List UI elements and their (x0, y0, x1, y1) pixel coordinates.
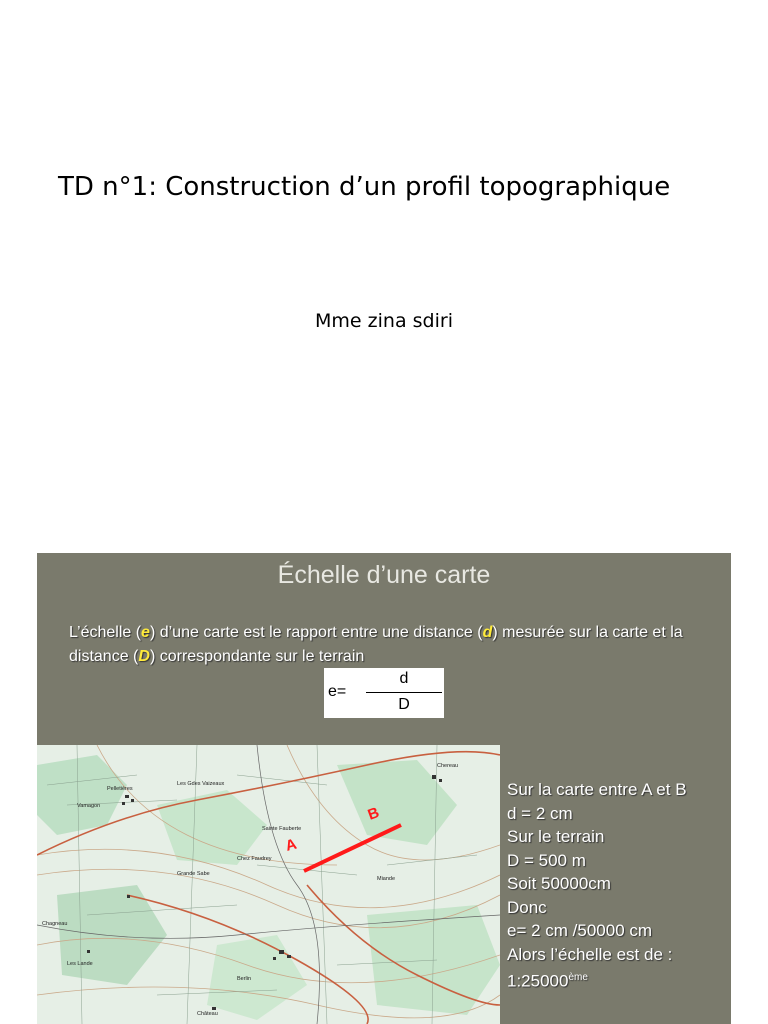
scale-result (507, 966, 727, 993)
def-part-2: ) d’une carte est le rapport entre une distance ( (149, 624, 483, 641)
def-part-3: ) mesurée sur la carte et la distance ( (69, 624, 683, 665)
place-label: Grande Sabe (177, 871, 210, 877)
place-label: Miande (377, 876, 396, 882)
formula-denominator: D (398, 696, 410, 713)
document-title: TD n°1: Construction d’un profil topographique (58, 172, 671, 202)
scale-formula (324, 668, 444, 718)
highlight-D: D (138, 648, 150, 665)
scale-explanation (507, 778, 727, 993)
def-part-4: ) correspondante sur le terrain (149, 648, 365, 665)
explanation-line: Sur la carte entre A et B (507, 780, 687, 799)
scale-slide-image (37, 553, 731, 1024)
slide-title: Échelle d’une carte (277, 561, 491, 589)
formula-lhs: e= (328, 683, 347, 700)
place-label: Chereau (437, 763, 459, 769)
scale-definition (69, 621, 719, 669)
def-part-1: L’échelle ( (69, 624, 142, 641)
place-label: Les Gdes Vaizeaux (177, 781, 225, 787)
place-label: Sainte Fauberte (262, 826, 302, 832)
explanation-line: Donc (507, 897, 547, 917)
place-label: Berlin (237, 976, 252, 982)
fraction-bar (366, 692, 442, 693)
author-name: Mme zina sdiri (315, 310, 453, 332)
place-label: Vamagon (77, 803, 101, 809)
place-label: Pelletières (107, 786, 133, 792)
place-label: Château (197, 1011, 218, 1017)
topographic-map (37, 745, 500, 1024)
formula-numerator: d (399, 670, 409, 687)
place-label: Les Lande (67, 961, 93, 967)
place-label: Chagneau (42, 921, 68, 927)
scale-suffix: ème (568, 972, 588, 983)
explanation-line: Sur le terrain (507, 827, 605, 846)
scale-ratio: 1:25000 (507, 971, 569, 991)
explanation-line: d = 2 cm (507, 803, 573, 823)
highlight-e: e (141, 624, 150, 641)
highlight-d: d (482, 624, 493, 641)
explanation-line: D = 500 m (507, 850, 586, 870)
explanation-line: Alors l’échelle est de : (507, 944, 673, 964)
explanation-line: e= 2 cm /50000 cm (507, 921, 653, 940)
point-b-label: B (365, 804, 382, 824)
explanation-line: Soit 50000cm (507, 874, 611, 893)
point-a-label: A (283, 835, 299, 855)
place-label: Chez Faudrey (237, 856, 272, 862)
